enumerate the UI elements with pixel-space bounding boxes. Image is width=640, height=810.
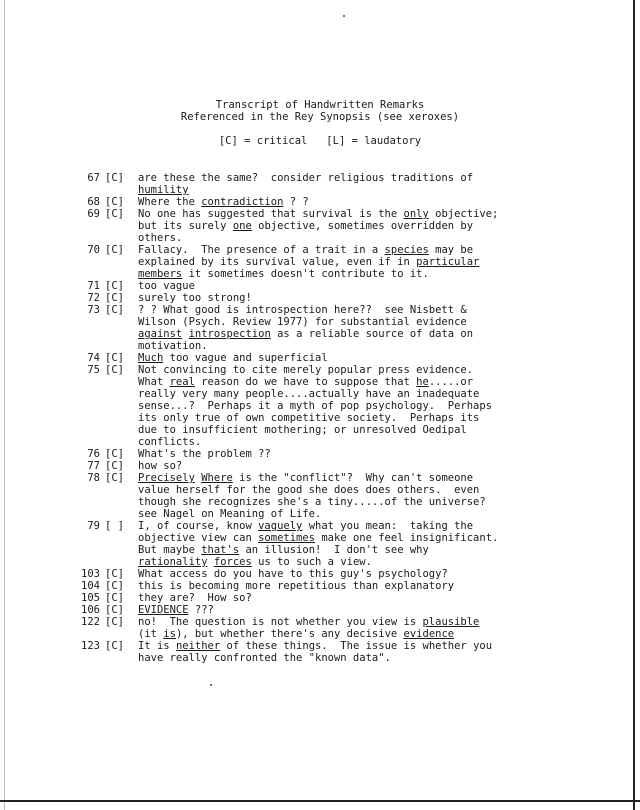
remark-category-tag: [C]	[105, 568, 124, 580]
document-title: Transcript of Handwritten Remarks	[215, 99, 425, 111]
remark-page-number: 71	[87, 280, 100, 292]
remark-line: I, of course, know vaguely what you mean: taking the	[138, 520, 474, 532]
remark-category-tag: [C]	[105, 592, 124, 604]
remark-entry	[0, 196, 620, 208]
remark-category-tag: [C]	[105, 640, 124, 652]
remark-line: What real reason do we have to suppose that he.....or	[138, 376, 474, 388]
remark-line: others.	[138, 232, 183, 244]
remark-line: objective view can sometimes make one feel insignificant.	[138, 532, 499, 544]
remark-text	[138, 196, 620, 208]
remark-line: Much too vague and superficial	[138, 352, 328, 364]
legend: [C] = critical [L] = laudatory	[218, 135, 422, 147]
remark-page-number: 75	[87, 364, 100, 376]
remark-text	[138, 640, 620, 664]
remark-page-number: 72	[87, 292, 100, 304]
remark-entry	[0, 292, 620, 304]
remark-text	[138, 448, 620, 460]
remark-entry	[0, 208, 620, 244]
remark-line: Wilson (Psych. Review 1977) for substantial evidence	[138, 316, 467, 328]
remark-entry	[0, 448, 620, 460]
remark-line: due to insufficient mothering; or unresolved Oedipal	[138, 424, 467, 436]
remark-page-number: 74	[87, 352, 100, 364]
remark-line: value herself for the good she does does others. even	[138, 484, 480, 496]
remark-category-tag: [C]	[105, 208, 124, 220]
remark-page-number: 122	[81, 616, 100, 628]
remark-text	[138, 580, 620, 592]
remark-line: What's the problem ??	[138, 448, 271, 460]
remark-page-number: 106	[81, 604, 100, 616]
remark-entry	[0, 568, 620, 580]
remark-line: members it sometimes doesn't contribute to it.	[138, 268, 429, 280]
remark-category-tag: [C]	[105, 616, 124, 628]
remark-line: conflicts.	[138, 436, 202, 448]
remark-text	[138, 472, 620, 520]
remark-category-tag: [C]	[105, 244, 124, 256]
remark-category-tag: [C]	[105, 292, 124, 304]
remark-page-number: 79	[87, 520, 100, 532]
remark-line: EVIDENCE ???	[138, 604, 214, 616]
remark-entry	[0, 520, 620, 568]
remark-line: sense...? Perhaps it a myth of pop psychology. Perhaps	[138, 400, 493, 412]
remark-category-tag: [C]	[105, 172, 124, 184]
remark-page-number: 105	[81, 592, 100, 604]
remark-entry	[0, 616, 620, 640]
remark-line: It is neither of these things. The issue is whether you	[138, 640, 493, 652]
remark-line: surely too strong!	[138, 292, 252, 304]
remark-text	[138, 616, 620, 640]
page-bottom-edge	[0, 800, 640, 802]
remark-page-number: 70	[87, 244, 100, 256]
remark-category-tag: [C]	[105, 448, 124, 460]
remark-line: are these the same? consider religious traditions of	[138, 172, 474, 184]
remark-entry	[0, 580, 620, 592]
remark-entry	[0, 244, 620, 280]
remark-line: (it is), but whether there's any decisive evidence	[138, 628, 455, 640]
remark-line: explained by its survival value, even if in particular	[138, 256, 480, 268]
remark-text	[138, 244, 620, 280]
remark-category-tag: [C]	[105, 304, 124, 316]
remark-line: too vague	[138, 280, 195, 292]
remark-line: No one has suggested that survival is the only objective;	[138, 208, 499, 220]
remark-category-tag: [C]	[105, 364, 124, 376]
remark-line: see Nagel on Meaning of Life.	[138, 508, 322, 520]
remark-entry	[0, 280, 620, 292]
remark-line: But maybe that's an illusion! I don't see why	[138, 544, 429, 556]
scan-speck	[210, 684, 212, 686]
remark-category-tag: [C]	[105, 352, 124, 364]
remark-entry	[0, 640, 620, 664]
remark-line: how so?	[138, 460, 183, 472]
remark-line: Fallacy. The presence of a trait in a species may be	[138, 244, 474, 256]
remark-page-number: 76	[87, 448, 100, 460]
scan-speck	[343, 15, 345, 17]
remark-line: ? ? What good is introspection here?? see Nisbett &	[138, 304, 467, 316]
remark-entry	[0, 364, 620, 448]
remark-line: but its surely one objective, sometimes overridden by	[138, 220, 474, 232]
remark-entry	[0, 592, 620, 604]
remark-line: motivation.	[138, 340, 208, 352]
remark-text	[138, 364, 620, 448]
remark-page-number: 104	[81, 580, 100, 592]
remark-entry	[0, 304, 620, 352]
remark-entry	[0, 172, 620, 196]
remark-text	[138, 292, 620, 304]
remark-category-tag: [C]	[105, 280, 124, 292]
remark-entry	[0, 460, 620, 472]
remark-category-tag: [C]	[105, 472, 124, 484]
remark-line: this is becoming more repetitious than explanatory	[138, 580, 455, 592]
remark-text	[138, 520, 620, 568]
remark-page-number: 67	[87, 172, 100, 184]
remark-line: against introspection as a reliable source of data on	[138, 328, 474, 340]
remark-entry	[0, 472, 620, 520]
remark-line: no! The question is not whether you view is plausible	[138, 616, 480, 628]
remark-text	[138, 460, 620, 472]
remark-text	[138, 352, 620, 364]
remark-text	[138, 592, 620, 604]
remark-page-number: 69	[87, 208, 100, 220]
remark-text	[138, 568, 620, 580]
remark-line: Where the contradiction ? ?	[138, 196, 309, 208]
remark-category-tag: [C]	[105, 580, 124, 592]
remark-entry	[0, 604, 620, 616]
remarks-list	[0, 172, 620, 664]
remark-line: its only true of own competitive society. Perhaps its	[138, 412, 480, 424]
remark-category-tag: [C]	[105, 460, 124, 472]
remark-category-tag: [ ]	[105, 520, 124, 532]
remark-line: rationality forces us to such a view.	[138, 556, 372, 568]
remark-page-number: 77	[87, 460, 100, 472]
remark-page-number: 68	[87, 196, 100, 208]
remark-page-number: 103	[81, 568, 100, 580]
remark-category-tag: [C]	[105, 604, 124, 616]
remark-line: What access do you have to this guy's psychology?	[138, 568, 448, 580]
remark-text	[138, 604, 620, 616]
document-subtitle: Referenced in the Rey Synopsis (see xeroxes)	[180, 111, 460, 123]
remark-line: Not convincing to cite merely popular press evidence.	[138, 364, 474, 376]
remark-line: humility	[138, 184, 189, 196]
remark-page-number: 78	[87, 472, 100, 484]
remark-entry	[0, 352, 620, 364]
remark-page-number: 73	[87, 304, 100, 316]
remark-line: they are? How so?	[138, 592, 252, 604]
remark-text	[138, 208, 620, 244]
remark-line: really very many people....actually have an inadequate	[138, 388, 480, 400]
remark-line: have really confronted the "known data".	[138, 652, 391, 664]
remark-line: Precisely Where is the "conflict"? Why can't someone	[138, 472, 474, 484]
remark-text	[138, 280, 620, 292]
remark-line: though she recognizes she's a tiny.....of the universe?	[138, 496, 486, 508]
remark-text	[138, 304, 620, 352]
remark-text	[138, 172, 620, 196]
remark-category-tag: [C]	[105, 196, 124, 208]
remark-page-number: 123	[81, 640, 100, 652]
